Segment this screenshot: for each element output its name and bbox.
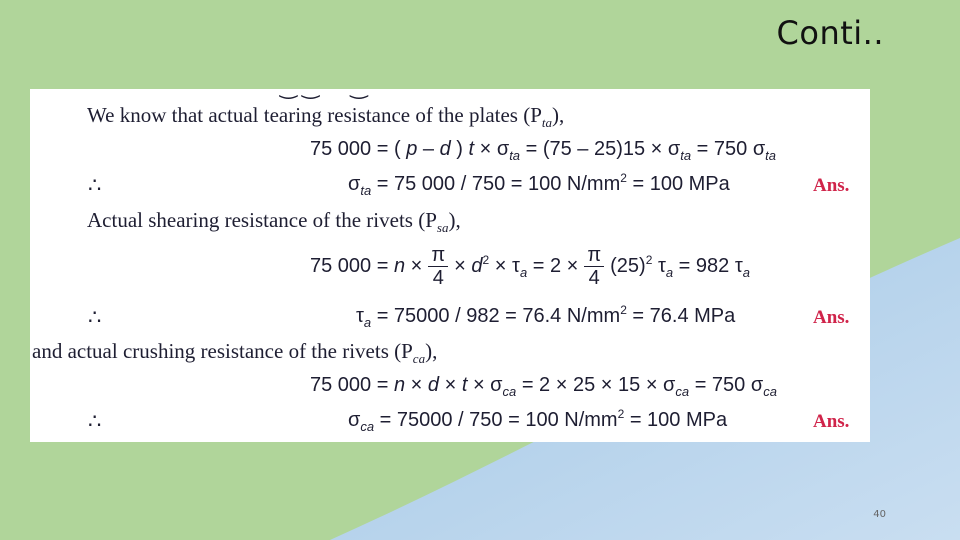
worked-solution-image (30, 75, 870, 442)
text-line-tearing: We know that actual tearing resistance of the plates $(P_{ta})$, (87, 103, 565, 130)
crushing-text: and actual crushing resistance of the rivets (P (32, 339, 413, 363)
result-sigma-ta: $\sigma_{ta} = 75$ 000 / 750 = 100 $N/mm^2 = 100$ MPa (348, 171, 730, 198)
pi-over-4-fraction: $\frac{\pi}{4}$ (584, 244, 604, 289)
page-number: 40 (873, 509, 886, 520)
result-sigma-ca: $\sigma_{ca} = 75000 / 750 = 100$ $N/mm^2 = 100$ MPa (348, 407, 728, 434)
answer-label: Ans. (813, 307, 850, 328)
equation-shearing: 75 000 = n × $\frac{\pi}{4}$ × $d^2 \times \tau_a = 2$ × $\frac{\pi}{4}$ $(25)^2$ $\tau_a = 982$ $\tau_a$ (310, 244, 750, 289)
equation-lhs: 75 000 = (310, 138, 389, 160)
cropped-previous-line: ‿ ‿ ‿ (280, 75, 368, 99)
result-tau-a: $\tau_a = 75000 / 982 = 76.4$ $N/mm^2 = 76.4$ MPa (356, 303, 736, 330)
therefore-symbol: ∴ (88, 305, 102, 329)
answer-label: Ans. (813, 175, 850, 196)
equation-crushing: 75 $000 = n \times d \times t \times \sigma_{ca} = 2 \times 25 \times 15 \times \sigma_{ca} = 750$ $\sigma_{ca}$ (310, 374, 777, 399)
tearing-text: We know that actual tearing resistance of the plates (P (87, 103, 542, 127)
text-line-shearing: Actual shearing resistance of the rivets $(P_{sa})$, (87, 208, 461, 235)
equation-lhs: 75 000 = (310, 374, 389, 396)
therefore-symbol: ∴ (88, 173, 102, 197)
shearing-text: Actual shearing resistance of the rivets (P (87, 208, 437, 232)
equation-tearing: 75 000 = ( p – d ) $t \times \sigma_{ta} = (75 - 25)15 \times \sigma_{ta} = 750$ $\sigma_{ta}$ (310, 138, 777, 163)
equation-lhs: 75 000 = (310, 254, 389, 277)
therefore-symbol: ∴ (88, 409, 102, 433)
answer-label: Ans. (813, 411, 850, 432)
text-line-crushing: and actual crushing resistance of the rivets $(P_{ca})$, (32, 339, 438, 366)
slide-title: Conti.. (776, 14, 884, 52)
pi-over-4-fraction: $\frac{\pi}{4}$ (428, 244, 448, 289)
